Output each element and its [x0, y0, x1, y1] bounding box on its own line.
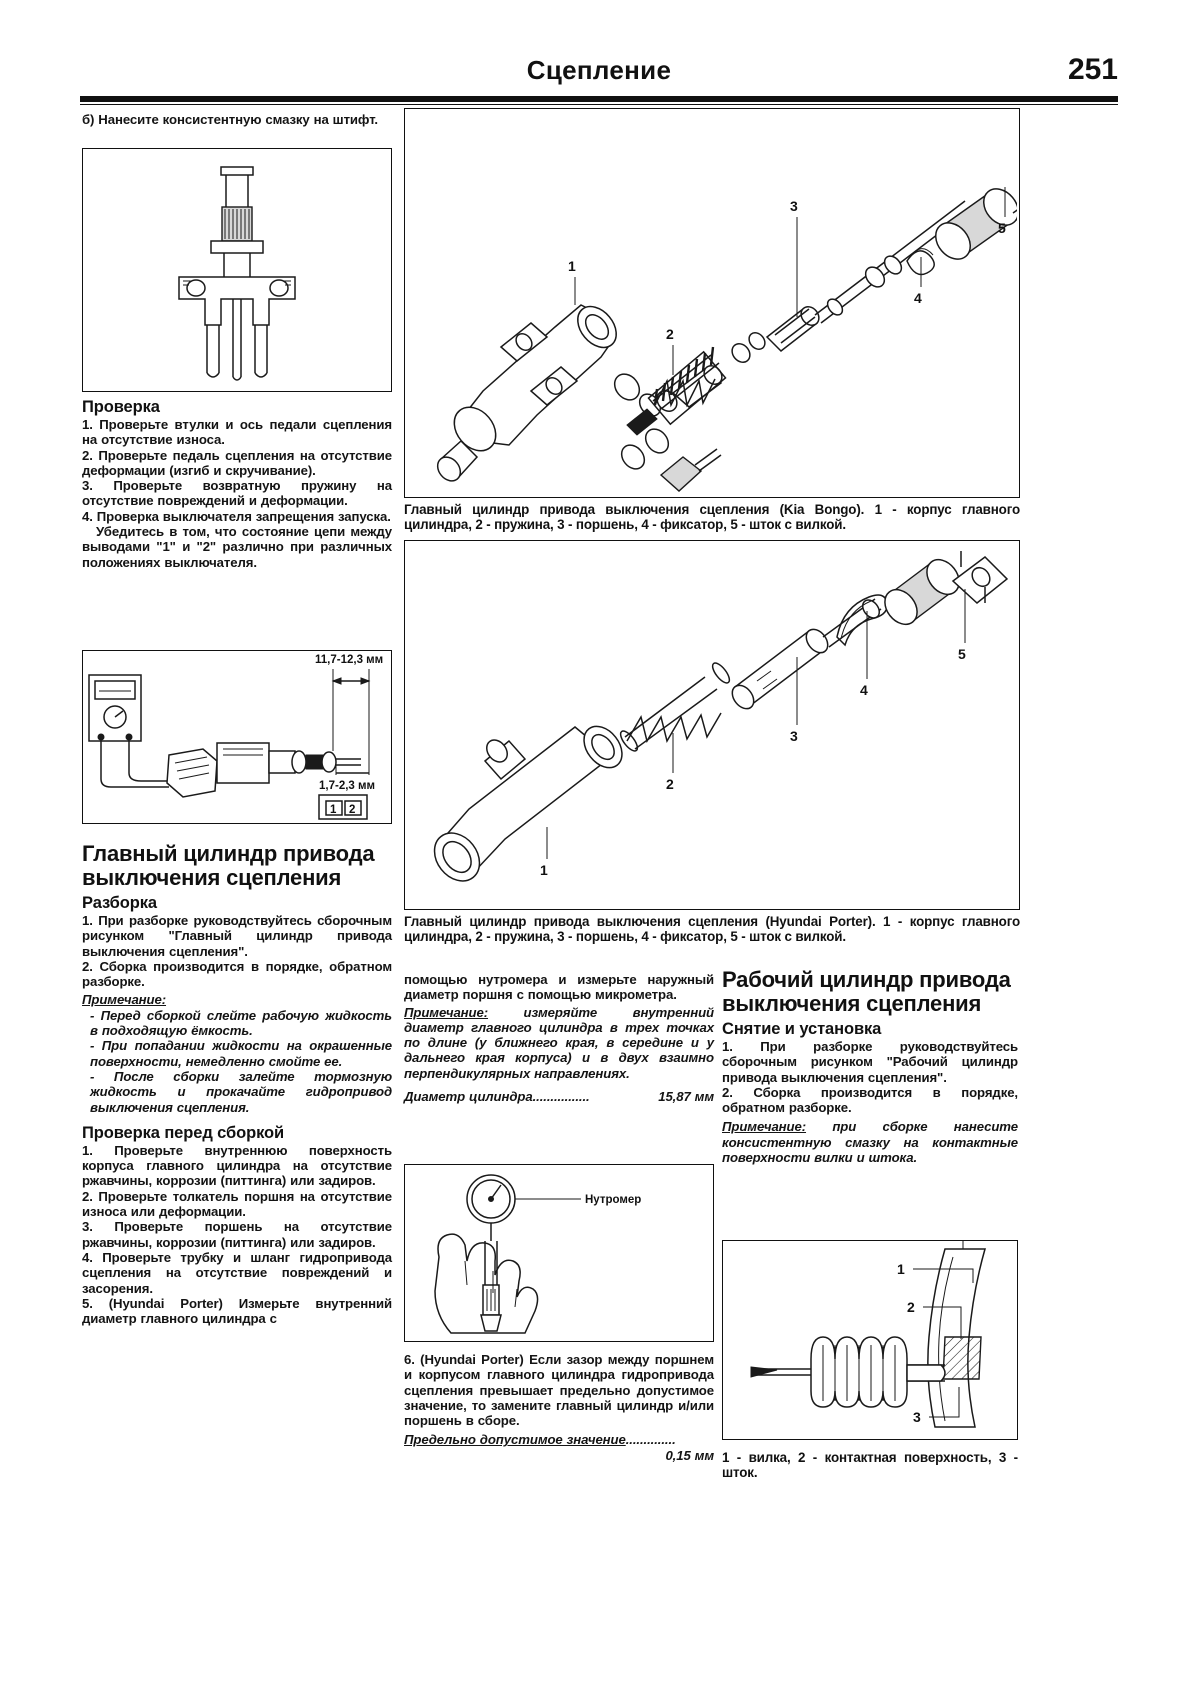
left-note-1: - Перед сборкой слейте рабочую жидкость в подходящую ёмкость.: [90, 1007, 392, 1039]
terminal-1-label: 1: [330, 804, 337, 816]
page-title: Сцепление: [526, 55, 672, 85]
left-p2: 2. Проверьте педаль сцепления на отсутствие деформации (изгиб и скручивание).: [82, 447, 392, 478]
page-number: 251: [1067, 53, 1118, 86]
header-rule: [80, 96, 1118, 102]
porter-callout-2: 2: [666, 776, 674, 792]
left-c3: 3. Проверьте поршень на отсутствие ржавчины, коррозии (питтинга) или задиров.: [82, 1219, 392, 1250]
header-rule-thin: [80, 104, 1118, 105]
kia-retainer: [862, 249, 934, 291]
figure-switch-test-svg: [83, 651, 389, 821]
heading-snyatie-ustanovka: Снятие и установка: [722, 1020, 882, 1038]
left-p3: 3. Проверьте возвратную пружину на отсутствие повреждений и деформации.: [82, 478, 392, 509]
fork-callout-1: 1: [897, 1261, 905, 1277]
mid-column-body2: [404, 1352, 714, 1463]
right-note: [722, 1119, 1018, 1165]
figure-micrometer: [404, 1164, 714, 1342]
left-column-body2: [82, 842, 392, 1326]
figure-fork-boot: [722, 1240, 1018, 1440]
mid-p6: 6. (Hyundai Porter) Если зазор между поршнем и корпусом главного цилиндра гидропривода сцепления превышает предельно допустимое значение, то замените главный цилиндр и/или поршень в сборе.: [404, 1352, 714, 1429]
left-c4: 4. Проверьте трубку и шланг гидропривода сцепления на отсутствие повреждений и засорения.: [82, 1249, 392, 1296]
heading-check-before-assembly: Проверка перед сборкой: [82, 1123, 285, 1142]
figure-fork-caption: 1 - вилка, 2 - контактная поверхность, 3 - шток.: [722, 1450, 1018, 1481]
left-note-label: Примечание:: [82, 992, 167, 1008]
fork-callout-3: 3: [913, 1409, 921, 1425]
mid-limit-label: Предельно допустимое значение: [404, 1432, 626, 1448]
kia-piston: [728, 201, 971, 366]
mid-limit-value: 0,15 мм: [665, 1447, 714, 1463]
left-c2: 2. Проверьте толкатель поршня на отсутствие износа или деформации.: [82, 1188, 392, 1220]
dim-top-label: 11,7-12,3 мм: [315, 654, 384, 666]
right-note-label: Примечание:: [722, 1119, 807, 1135]
figure-kia-svg: [405, 109, 1017, 495]
porter-callout-1: 1: [540, 862, 548, 878]
figure-pin-fork-svg: [83, 149, 389, 389]
mid-spec-line: [404, 1089, 714, 1104]
right-s1: 1. При разборке руководствуйтесь сборочным рисунком "Рабочий цилиндр привода выключения сцепления".: [722, 1039, 1018, 1085]
mid-note-text: измеряйте внутренний диаметр главного цилиндра в трех точках по длине (у ближнего края, в середине и у дальнего края корпуса) и в двух взаимно перпендикулярных направлениях.: [404, 1004, 715, 1081]
heading-master-cylinder: Главный цилиндр привода выключения сцепления: [82, 841, 375, 890]
left-r2: 2. Сборка производится в порядке, обратном разборке.: [82, 958, 392, 990]
heading-proverka: Проверка: [82, 398, 160, 416]
figure-porter-caption: Главный цилиндр привода выключения сцепления (Hyundai Porter). 1 - корпус главного цилиндра, 2 - пружина, 3 - поршень, 4 - фиксатор, 5 - шток с вилкой.: [404, 914, 1020, 945]
mid-spec-label: Диаметр цилиндра: [404, 1089, 533, 1105]
kia-callout-3: 3: [790, 198, 798, 214]
figure-switch-test: [82, 650, 392, 824]
dim-bottom-label: 1,7-2,3 мм: [319, 780, 376, 792]
mid-note-label: Примечание:: [404, 1004, 489, 1020]
page-header: [80, 55, 1118, 97]
left-p5: Убедитесь в том, что состояние цепи между выводами "1" и "2" различно при различных положениях выключателя.: [82, 524, 392, 570]
figure-kia-bongo-master-cylinder: [404, 108, 1020, 498]
porter-callout-5: 5: [958, 646, 966, 662]
left-c5: 5. (Hyundai Porter) Измерьте внутренний диаметр главного цилиндра с: [82, 1295, 392, 1327]
figure-porter-svg: [405, 541, 1017, 907]
figure-porter-master-cylinder: [404, 540, 1020, 910]
figure-pin-fork: [82, 148, 392, 392]
left-c1: 1. Проверьте внутреннюю поверхность корпуса главного цилиндра на отсутствие ржавчины, коррозии (питтинга) или задиров.: [82, 1142, 392, 1189]
right-note-text: при сборке нанесите консистентную смазку на контактные поверхности вилки и штока.: [722, 1119, 1018, 1166]
heading-razborka: Разборка: [82, 894, 157, 912]
left-column: [82, 112, 392, 127]
left-note-2: - При попадании жидкости на окрашенные поверхности, немедленно смойте ее.: [90, 1038, 392, 1069]
mid-limit-line: [404, 1432, 714, 1463]
fork-callout-2: 2: [907, 1299, 915, 1315]
left-column-body: [82, 398, 392, 570]
right-column: [722, 968, 1018, 1165]
left-intro-text: б) Нанесите консистентную смазку на штифт.: [82, 112, 378, 127]
porter-callout-3: 3: [790, 728, 798, 744]
porter-spring: [618, 660, 733, 753]
mid-note: [404, 1005, 714, 1081]
figure-fork-boot-svg: [723, 1241, 1015, 1437]
kia-callout-4: 4: [914, 290, 922, 306]
figure-micrometer-svg: [405, 1165, 711, 1339]
kia-callout-5: 5: [998, 220, 1006, 236]
left-p1: 1. Проверьте втулки и ось педали сцепления на отсутствие износа.: [82, 417, 392, 448]
micrometer-label: Нутромер: [585, 1194, 642, 1206]
porter-callout-4: 4: [860, 682, 868, 698]
mid-spec-dots: ................: [532, 1089, 590, 1105]
porter-fork: [953, 551, 1007, 603]
terminal-2-label: 2: [349, 804, 356, 816]
left-note-3: - После сборки залейте тормозную жидкость и прокачайте гидропривод выключения сцепления.: [90, 1068, 392, 1115]
kia-callout-2: 2: [666, 326, 674, 342]
porter-boot: [878, 553, 965, 630]
left-p4: 4. Проверка выключателя запрещения запуска.: [82, 508, 391, 524]
mid-column: [404, 972, 714, 1104]
heading-slave-cylinder: Рабочий цилиндр привода выключения сцепления: [722, 967, 1011, 1016]
right-s2: 2. Сборка производится в порядке, обратном разборке.: [722, 1084, 1018, 1116]
kia-callout-1: 1: [568, 258, 576, 274]
mid-spec-value: 15,87 мм: [658, 1089, 714, 1105]
kia-cylinder-body: [433, 299, 624, 485]
figure-kia-caption: Главный цилиндр привода выключения сцепления (Kia Bongo). 1 - корпус главного цилиндра, 2 - пружина, 3 - поршень, 4 - фиксатор, 5 - шток с вилкой.: [404, 502, 1020, 533]
mid-cont1: помощью нутромера и измерьте наружный диаметр поршня с помощью микрометра.: [404, 972, 714, 1003]
porter-retainer: [837, 595, 887, 645]
left-r1: 1. При разборке руководствуйтесь сборочным рисунком "Главный цилиндр привода выключения сцепления".: [82, 913, 392, 959]
mid-limit-dots: ..............: [625, 1432, 676, 1448]
porter-cylinder-body: [425, 719, 630, 890]
